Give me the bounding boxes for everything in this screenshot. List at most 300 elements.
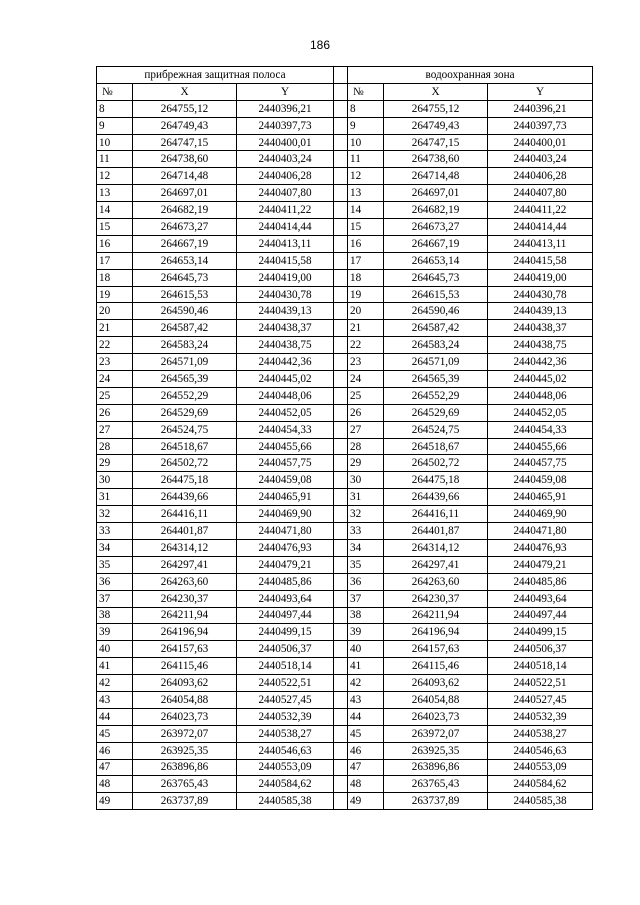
left-cell-number: 33 (97, 523, 133, 540)
left-cell-number: 46 (97, 742, 133, 759)
left-cell-y: 2440448,06 (237, 387, 334, 404)
left-cell-x: 264682,19 (133, 202, 237, 219)
left-cell-y: 2440419,00 (237, 269, 334, 286)
table-row (97, 590, 593, 607)
right-cell-x: 264524,75 (384, 421, 488, 438)
left-cell-x: 264475,18 (133, 472, 237, 489)
left-cell-number: 18 (97, 269, 133, 286)
right-cell-y: 2440465,91 (488, 489, 593, 506)
right-cell-y: 2440518,14 (488, 658, 593, 675)
left-cell-x: 264755,12 (133, 100, 237, 117)
left-cell-number: 14 (97, 202, 133, 219)
right-cell-y: 2440538,27 (488, 725, 593, 742)
left-header-x: X (133, 83, 237, 100)
column-gap (334, 742, 348, 759)
left-cell-x: 264571,09 (133, 354, 237, 371)
coordinates-table (96, 66, 593, 810)
right-cell-y: 2440499,15 (488, 624, 593, 641)
column-gap (334, 134, 348, 151)
left-header-number: № (97, 83, 133, 100)
left-cell-number: 48 (97, 776, 133, 793)
left-cell-y: 2440452,05 (237, 404, 334, 421)
column-gap (334, 776, 348, 793)
right-cell-x: 264565,39 (384, 371, 488, 388)
left-cell-y: 2440499,15 (237, 624, 334, 641)
column-gap (334, 371, 348, 388)
right-cell-number: 30 (348, 472, 384, 489)
table-row (97, 303, 593, 320)
right-cell-number: 47 (348, 759, 384, 776)
right-cell-number: 46 (348, 742, 384, 759)
right-cell-x: 263737,89 (384, 793, 488, 810)
column-gap (334, 252, 348, 269)
table-row (97, 708, 593, 725)
right-cell-y: 2440438,37 (488, 320, 593, 337)
left-cell-y: 2440465,91 (237, 489, 334, 506)
right-cell-x: 263765,43 (384, 776, 488, 793)
table-row (97, 371, 593, 388)
right-cell-y: 2440413,11 (488, 235, 593, 252)
right-cell-x: 264115,46 (384, 658, 488, 675)
table-row (97, 438, 593, 455)
right-cell-y: 2440553,09 (488, 759, 593, 776)
right-cell-x: 264518,67 (384, 438, 488, 455)
table-row (97, 354, 593, 371)
left-cell-x: 264714,48 (133, 168, 237, 185)
right-cell-number: 31 (348, 489, 384, 506)
left-cell-x: 263765,43 (133, 776, 237, 793)
right-cell-y: 2440455,66 (488, 438, 593, 455)
column-gap (334, 573, 348, 590)
right-cell-number: 20 (348, 303, 384, 320)
right-cell-x: 264590,46 (384, 303, 488, 320)
column-gap (334, 455, 348, 472)
table-row (97, 691, 593, 708)
right-cell-x: 264673,27 (384, 219, 488, 236)
table-row (97, 675, 593, 692)
left-cell-number: 30 (97, 472, 133, 489)
left-cell-number: 19 (97, 286, 133, 303)
left-header-y: Y (237, 83, 334, 100)
left-cell-number: 35 (97, 556, 133, 573)
column-gap (334, 269, 348, 286)
right-cell-x: 264667,19 (384, 235, 488, 252)
left-cell-number: 22 (97, 337, 133, 354)
left-cell-number: 27 (97, 421, 133, 438)
column-gap (334, 759, 348, 776)
right-cell-number: 11 (348, 151, 384, 168)
table-row (97, 269, 593, 286)
right-cell-y: 2440485,86 (488, 573, 593, 590)
right-cell-y: 2440476,93 (488, 539, 593, 556)
left-cell-x: 264747,15 (133, 134, 237, 151)
left-cell-x: 264749,43 (133, 117, 237, 134)
left-cell-number: 8 (97, 100, 133, 117)
right-cell-x: 264583,24 (384, 337, 488, 354)
table-row (97, 607, 593, 624)
table-row (97, 337, 593, 354)
left-cell-x: 264673,27 (133, 219, 237, 236)
right-cell-y: 2440438,75 (488, 337, 593, 354)
right-cell-x: 264093,62 (384, 675, 488, 692)
left-cell-y: 2440479,21 (237, 556, 334, 573)
left-cell-x: 264645,73 (133, 269, 237, 286)
right-cell-number: 33 (348, 523, 384, 540)
right-cell-number: 32 (348, 506, 384, 523)
right-cell-number: 8 (348, 100, 384, 117)
column-gap (334, 320, 348, 337)
table-row (97, 202, 593, 219)
left-cell-y: 2440532,39 (237, 708, 334, 725)
right-cell-x: 264714,48 (384, 168, 488, 185)
table-row (97, 489, 593, 506)
right-cell-x: 264755,12 (384, 100, 488, 117)
right-cell-y: 2440406,28 (488, 168, 593, 185)
table-row (97, 725, 593, 742)
right-cell-number: 39 (348, 624, 384, 641)
left-cell-x: 264565,39 (133, 371, 237, 388)
left-cell-y: 2440430,78 (237, 286, 334, 303)
column-gap (334, 354, 348, 371)
left-cell-x: 264093,62 (133, 675, 237, 692)
right-cell-x: 264529,69 (384, 404, 488, 421)
left-cell-x: 264518,67 (133, 438, 237, 455)
right-cell-y: 2440527,45 (488, 691, 593, 708)
table-row (97, 117, 593, 134)
column-gap (334, 286, 348, 303)
left-cell-y: 2440506,37 (237, 641, 334, 658)
right-cell-number: 27 (348, 421, 384, 438)
right-cell-x: 264475,18 (384, 472, 488, 489)
left-cell-number: 23 (97, 354, 133, 371)
column-gap (334, 421, 348, 438)
left-cell-x: 264054,88 (133, 691, 237, 708)
column-gap (334, 607, 348, 624)
right-cell-y: 2440522,51 (488, 675, 593, 692)
right-cell-number: 49 (348, 793, 384, 810)
right-cell-y: 2440411,22 (488, 202, 593, 219)
right-cell-y: 2440454,33 (488, 421, 593, 438)
column-gap (334, 472, 348, 489)
right-cell-number: 12 (348, 168, 384, 185)
left-cell-x: 264314,12 (133, 539, 237, 556)
table-row (97, 185, 593, 202)
column-gap (334, 100, 348, 117)
column-gap (334, 387, 348, 404)
table-row (97, 252, 593, 269)
right-cell-x: 264682,19 (384, 202, 488, 219)
left-cell-x: 264697,01 (133, 185, 237, 202)
left-cell-y: 2440407,80 (237, 185, 334, 202)
right-cell-x: 264502,72 (384, 455, 488, 472)
right-cell-x: 264571,09 (384, 354, 488, 371)
right-header-y: Y (488, 83, 593, 100)
right-cell-x: 264552,29 (384, 387, 488, 404)
right-cell-number: 36 (348, 573, 384, 590)
left-cell-y: 2440585,38 (237, 793, 334, 810)
column-gap (334, 539, 348, 556)
left-cell-x: 264157,63 (133, 641, 237, 658)
right-cell-number: 28 (348, 438, 384, 455)
left-cell-y: 2440439,13 (237, 303, 334, 320)
right-cell-number: 24 (348, 371, 384, 388)
right-cell-y: 2440457,75 (488, 455, 593, 472)
right-cell-y: 2440584,62 (488, 776, 593, 793)
right-cell-x: 264749,43 (384, 117, 488, 134)
left-cell-number: 34 (97, 539, 133, 556)
left-cell-x: 264590,46 (133, 303, 237, 320)
left-cell-y: 2440413,11 (237, 235, 334, 252)
left-cell-y: 2440459,08 (237, 472, 334, 489)
left-cell-x: 264552,29 (133, 387, 237, 404)
left-cell-number: 49 (97, 793, 133, 810)
left-cell-y: 2440454,33 (237, 421, 334, 438)
right-cell-x: 264747,15 (384, 134, 488, 151)
right-header-number: № (348, 83, 384, 100)
column-gap (334, 168, 348, 185)
left-cell-number: 25 (97, 387, 133, 404)
table-row (97, 387, 593, 404)
table-row (97, 151, 593, 168)
table-row (97, 320, 593, 337)
table-row (97, 742, 593, 759)
left-cell-x: 263925,35 (133, 742, 237, 759)
left-cell-number: 31 (97, 489, 133, 506)
column-gap (334, 506, 348, 523)
right-cell-number: 29 (348, 455, 384, 472)
left-cell-x: 264230,37 (133, 590, 237, 607)
left-cell-x: 264615,53 (133, 286, 237, 303)
right-cell-x: 264054,88 (384, 691, 488, 708)
left-cell-number: 16 (97, 235, 133, 252)
right-cell-x: 264401,87 (384, 523, 488, 540)
left-cell-x: 263972,07 (133, 725, 237, 742)
left-cell-number: 29 (97, 455, 133, 472)
column-gap (334, 624, 348, 641)
table-row (97, 641, 593, 658)
left-cell-y: 2440546,63 (237, 742, 334, 759)
table-row (97, 658, 593, 675)
right-cell-y: 2440493,64 (488, 590, 593, 607)
left-cell-x: 264667,19 (133, 235, 237, 252)
right-section-title: водоохранная зона (348, 67, 593, 84)
right-cell-y: 2440397,73 (488, 117, 593, 134)
right-cell-y: 2440442,36 (488, 354, 593, 371)
right-cell-y: 2440471,80 (488, 523, 593, 540)
left-cell-y: 2440455,66 (237, 438, 334, 455)
right-cell-number: 25 (348, 387, 384, 404)
left-cell-y: 2440527,45 (237, 691, 334, 708)
right-cell-x: 264645,73 (384, 269, 488, 286)
right-cell-number: 18 (348, 269, 384, 286)
column-gap (334, 83, 348, 100)
left-cell-y: 2440414,44 (237, 219, 334, 236)
left-cell-x: 264401,87 (133, 523, 237, 540)
left-cell-x: 264502,72 (133, 455, 237, 472)
right-cell-number: 21 (348, 320, 384, 337)
left-cell-y: 2440438,75 (237, 337, 334, 354)
right-cell-y: 2440497,44 (488, 607, 593, 624)
table-row (97, 134, 593, 151)
left-cell-y: 2440442,36 (237, 354, 334, 371)
left-cell-y: 2440538,27 (237, 725, 334, 742)
right-cell-number: 9 (348, 117, 384, 134)
right-cell-y: 2440585,38 (488, 793, 593, 810)
column-gap (334, 641, 348, 658)
right-cell-number: 37 (348, 590, 384, 607)
table-row (97, 421, 593, 438)
table-row (97, 624, 593, 641)
left-cell-x: 264023,73 (133, 708, 237, 725)
right-cell-number: 15 (348, 219, 384, 236)
left-cell-number: 28 (97, 438, 133, 455)
left-cell-number: 20 (97, 303, 133, 320)
left-cell-x: 264263,60 (133, 573, 237, 590)
table-row (97, 404, 593, 421)
left-cell-y: 2440445,02 (237, 371, 334, 388)
right-cell-x: 264230,37 (384, 590, 488, 607)
column-gap (334, 489, 348, 506)
left-cell-number: 47 (97, 759, 133, 776)
left-cell-number: 36 (97, 573, 133, 590)
left-cell-y: 2440396,21 (237, 100, 334, 117)
left-cell-y: 2440553,09 (237, 759, 334, 776)
column-gap (334, 556, 348, 573)
right-cell-x: 263896,86 (384, 759, 488, 776)
left-cell-x: 264115,46 (133, 658, 237, 675)
left-cell-number: 26 (97, 404, 133, 421)
left-cell-number: 12 (97, 168, 133, 185)
column-gap (334, 438, 348, 455)
left-cell-x: 263737,89 (133, 793, 237, 810)
table-row (97, 759, 593, 776)
right-cell-y: 2440546,63 (488, 742, 593, 759)
left-cell-y: 2440457,75 (237, 455, 334, 472)
left-cell-number: 37 (97, 590, 133, 607)
left-cell-y: 2440411,22 (237, 202, 334, 219)
column-gap (334, 202, 348, 219)
left-cell-number: 9 (97, 117, 133, 134)
right-cell-number: 22 (348, 337, 384, 354)
left-cell-number: 43 (97, 691, 133, 708)
right-cell-y: 2440396,21 (488, 100, 593, 117)
left-cell-number: 21 (97, 320, 133, 337)
table-row (97, 286, 593, 303)
right-cell-x: 264439,66 (384, 489, 488, 506)
left-cell-number: 32 (97, 506, 133, 523)
table-row (97, 168, 593, 185)
right-cell-x: 264211,94 (384, 607, 488, 624)
left-cell-y: 2440584,62 (237, 776, 334, 793)
left-cell-y: 2440397,73 (237, 117, 334, 134)
left-cell-number: 10 (97, 134, 133, 151)
table-row (97, 455, 593, 472)
column-gap (334, 303, 348, 320)
right-cell-y: 2440448,06 (488, 387, 593, 404)
right-cell-x: 264587,42 (384, 320, 488, 337)
left-cell-y: 2440415,58 (237, 252, 334, 269)
right-cell-number: 19 (348, 286, 384, 303)
column-gap (334, 675, 348, 692)
right-cell-number: 44 (348, 708, 384, 725)
right-cell-number: 42 (348, 675, 384, 692)
right-cell-y: 2440430,78 (488, 286, 593, 303)
right-cell-number: 17 (348, 252, 384, 269)
left-cell-number: 44 (97, 708, 133, 725)
right-cell-number: 40 (348, 641, 384, 658)
column-gap (334, 793, 348, 810)
left-cell-y: 2440518,14 (237, 658, 334, 675)
right-cell-number: 10 (348, 134, 384, 151)
column-gap (334, 151, 348, 168)
right-cell-x: 264297,41 (384, 556, 488, 573)
left-cell-x: 263896,86 (133, 759, 237, 776)
table-title-row (97, 67, 593, 84)
right-cell-y: 2440459,08 (488, 472, 593, 489)
column-gap (334, 404, 348, 421)
left-cell-y: 2440438,37 (237, 320, 334, 337)
table-row (97, 100, 593, 117)
left-cell-number: 11 (97, 151, 133, 168)
left-cell-x: 264653,14 (133, 252, 237, 269)
left-cell-x: 264439,66 (133, 489, 237, 506)
right-cell-x: 264615,53 (384, 286, 488, 303)
left-cell-x: 264583,24 (133, 337, 237, 354)
right-cell-y: 2440439,13 (488, 303, 593, 320)
right-cell-y: 2440407,80 (488, 185, 593, 202)
left-cell-number: 40 (97, 641, 133, 658)
right-cell-y: 2440445,02 (488, 371, 593, 388)
table-row (97, 776, 593, 793)
column-gap (334, 523, 348, 540)
right-cell-y: 2440452,05 (488, 404, 593, 421)
right-cell-number: 43 (348, 691, 384, 708)
left-cell-y: 2440485,86 (237, 573, 334, 590)
right-cell-number: 26 (348, 404, 384, 421)
right-cell-y: 2440532,39 (488, 708, 593, 725)
table-row (97, 235, 593, 252)
right-cell-number: 41 (348, 658, 384, 675)
right-cell-x: 264157,63 (384, 641, 488, 658)
right-cell-y: 2440415,58 (488, 252, 593, 269)
left-cell-x: 264524,75 (133, 421, 237, 438)
right-cell-y: 2440506,37 (488, 641, 593, 658)
left-cell-y: 2440476,93 (237, 539, 334, 556)
column-gap (334, 219, 348, 236)
column-gap (334, 658, 348, 675)
right-cell-x: 264023,73 (384, 708, 488, 725)
left-cell-number: 17 (97, 252, 133, 269)
left-section-title: прибрежная защитная полоса (97, 67, 334, 84)
left-cell-number: 38 (97, 607, 133, 624)
left-cell-y: 2440497,44 (237, 607, 334, 624)
left-cell-y: 2440522,51 (237, 675, 334, 692)
right-cell-number: 23 (348, 354, 384, 371)
right-cell-number: 16 (348, 235, 384, 252)
left-cell-number: 39 (97, 624, 133, 641)
table-row (97, 793, 593, 810)
left-cell-number: 45 (97, 725, 133, 742)
left-cell-number: 42 (97, 675, 133, 692)
table-row (97, 523, 593, 540)
table-header-row (97, 83, 593, 100)
left-cell-x: 264529,69 (133, 404, 237, 421)
right-cell-y: 2440469,90 (488, 506, 593, 523)
column-gap (334, 67, 348, 84)
right-cell-x: 264416,11 (384, 506, 488, 523)
left-cell-y: 2440471,80 (237, 523, 334, 540)
right-cell-y: 2440403,24 (488, 151, 593, 168)
